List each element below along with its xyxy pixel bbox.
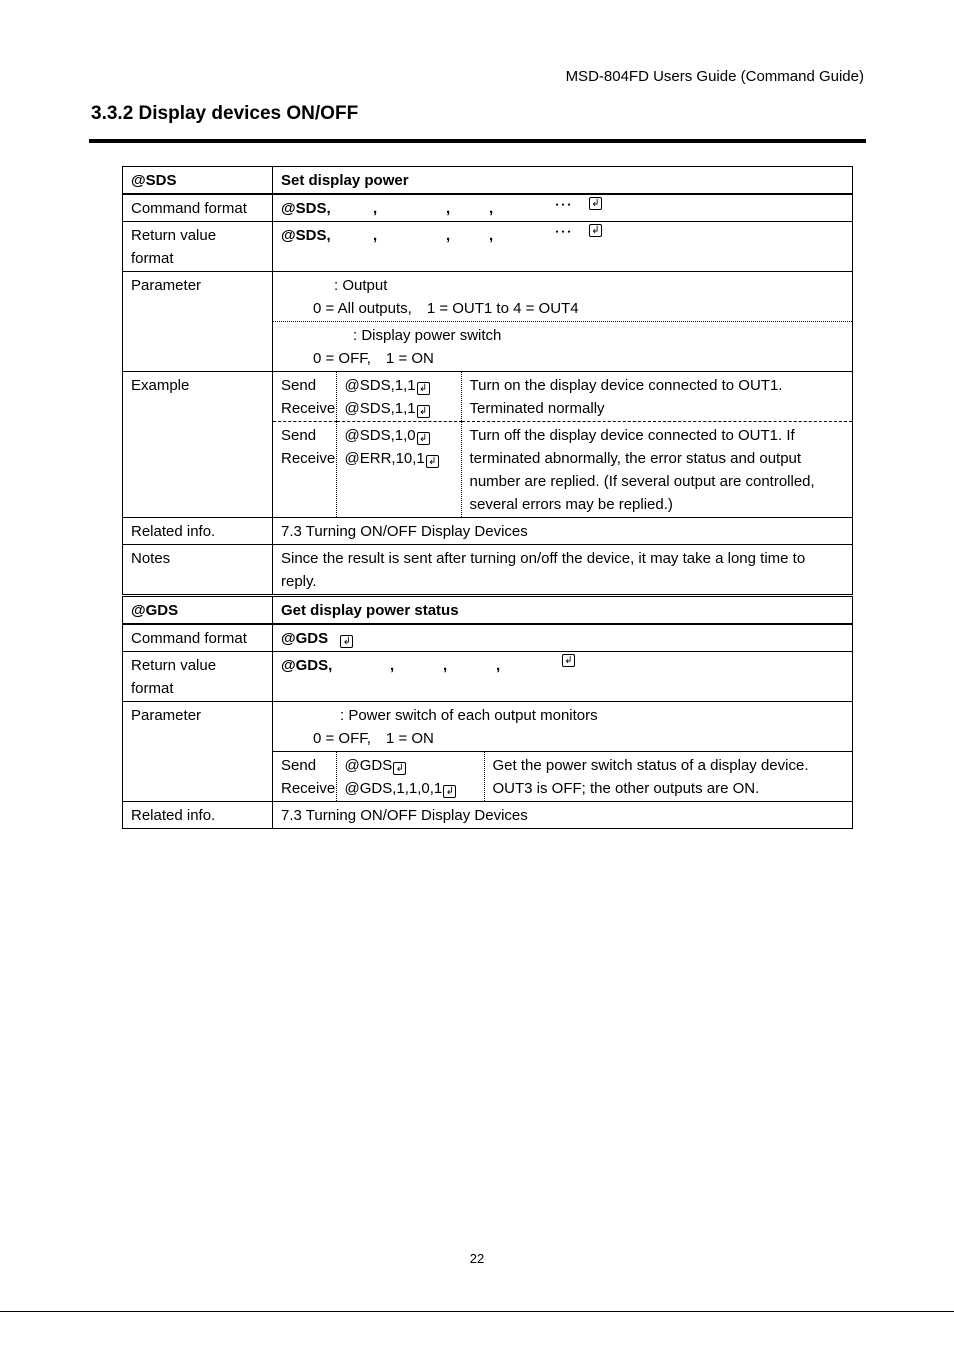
page-number: 22 — [469, 1251, 485, 1266]
sds-command-format — [281, 197, 844, 220]
footer-divider — [0, 1311, 954, 1312]
sds-return-format-row — [123, 222, 853, 272]
sds-example-group-1 — [273, 372, 852, 422]
sds-command-format-row — [123, 194, 853, 222]
sds-param-switch-desc: : Display power switch — [353, 327, 502, 344]
gds-return-comma: , — [443, 657, 448, 674]
sds-related-row — [123, 518, 853, 545]
sds-command-title: Set display power — [273, 167, 853, 195]
return-key-icon: ↲ — [340, 635, 353, 648]
sds-parameter-label: Parameter — [123, 272, 273, 372]
document-header-title: MSD-804FD Users Guide (Command Guide) — [565, 68, 864, 85]
gds-example-group — [273, 752, 852, 802]
gds-return-format-row — [123, 652, 853, 702]
sds-return-value-label-2: format — [131, 250, 174, 267]
sds-related-label: Related info. — [123, 518, 273, 545]
gds-param-desc: : Power switch of each output monitors — [340, 707, 598, 724]
receive-label: Receive — [281, 780, 336, 797]
return-key-icon: ↲ — [443, 785, 456, 798]
sds-return-ellipsis: ･･･ — [554, 225, 573, 239]
sds-format-comma: , — [446, 200, 451, 217]
sds-notes-label: Notes — [123, 545, 273, 595]
sds-related-value: 7.3 Turning ON/OFF Display Devices — [273, 518, 853, 545]
sds-return-format — [281, 224, 844, 247]
gds-return-prefix: @GDS, — [281, 657, 333, 674]
gds-param — [273, 702, 852, 751]
gds-example-table — [273, 751, 852, 801]
return-key-icon: ↲ — [417, 432, 430, 445]
sds-param-output — [273, 272, 852, 321]
gds-command-format-label: Command format — [123, 624, 273, 652]
return-key-icon: ↲ — [562, 654, 575, 667]
sds-return-comma: , — [489, 227, 494, 244]
gds-header-row — [123, 597, 853, 625]
receive-label: Receive — [281, 400, 336, 417]
sds-notes-value: Since the result is sent after turning on/off the device, it may take a long time to reply. — [273, 545, 853, 595]
send-label: Send — [281, 757, 317, 774]
gds-related-label: Related info. — [123, 802, 273, 829]
gds-return-comma: , — [496, 657, 501, 674]
sds-format-comma: , — [489, 200, 494, 217]
sds-parameter-row — [123, 272, 853, 372]
gds-return-value-label-2: format — [131, 680, 174, 697]
gds-parameter-row — [123, 702, 853, 802]
sds-example-table — [273, 372, 852, 517]
gds-return-comma: , — [390, 657, 395, 674]
sds-return-comma: , — [446, 227, 451, 244]
sds-example-send-cmd: @SDS,1,0 — [344, 427, 416, 444]
gds-return-format — [281, 654, 844, 677]
sds-example-send-cmd: @SDS,1,1 — [344, 377, 416, 394]
return-key-icon: ↲ — [417, 405, 430, 418]
sds-header-row — [123, 167, 853, 195]
return-key-icon: ↲ — [417, 382, 430, 395]
sds-return-comma: , — [373, 227, 378, 244]
gds-example-desc: Get the power switch status of a display device. — [492, 757, 809, 774]
gds-format-cmd: @GDS — [281, 630, 329, 647]
sds-return-value-label: Return value — [131, 227, 217, 244]
sds-command-name: @SDS — [123, 167, 273, 195]
sds-example-desc: Turn on the display device connected to OUT1. — [469, 377, 783, 394]
sds-format-comma: , — [373, 200, 378, 217]
gds-related-row — [123, 802, 853, 829]
gds-related-value: 7.3 Turning ON/OFF Display Devices — [273, 802, 853, 829]
return-key-icon: ↲ — [426, 455, 439, 468]
gds-command-title: Get display power status — [273, 597, 853, 625]
sds-param-output-values: 0 = All outputs, 1 = OUT1 to 4 = OUT4 — [313, 300, 579, 317]
gds-command-name: @GDS — [123, 597, 273, 625]
sds-example-desc: Terminated normally — [469, 400, 605, 417]
sds-command-format-label: Command format — [123, 194, 273, 222]
sds-command-table — [122, 166, 853, 595]
sds-example-receive-cmd: @SDS,1,1 — [344, 400, 416, 417]
send-label: Send — [281, 377, 317, 394]
send-label: Send — [281, 427, 317, 444]
sds-example-label: Example — [123, 372, 273, 518]
receive-label: Receive — [281, 450, 336, 467]
section-heading: 3.3.2 Display devices ON/OFF — [91, 103, 359, 124]
gds-example-receive-cmd: @GDS,1,1,0,1 — [344, 780, 443, 797]
sds-return-prefix: @SDS, — [281, 227, 331, 244]
sds-format-ellipsis: ･･･ — [554, 198, 573, 212]
gds-return-value-label: Return value — [131, 657, 217, 674]
gds-example-send-cmd: @GDS — [344, 757, 393, 774]
sds-notes-row — [123, 545, 853, 595]
sds-param-output-desc: : Output — [334, 277, 388, 294]
sds-example-group-2 — [273, 422, 852, 518]
gds-command-format-row — [123, 624, 853, 652]
return-key-icon: ↲ — [589, 197, 602, 210]
sds-param-switch — [273, 321, 852, 371]
gds-example-desc: OUT3 is OFF; the other outputs are ON. — [492, 780, 760, 797]
sds-param-switch-values: 0 = OFF, 1 = ON — [313, 350, 434, 367]
gds-parameter-label: Parameter — [123, 702, 273, 802]
return-key-icon: ↲ — [589, 224, 602, 237]
sds-format-prefix: @SDS, — [281, 200, 331, 217]
sds-example-error-desc: Turn off the display device connected to OUT1. If terminated abnormally, the error status and output number are replied. (If several output are controlled, several errors may be replied.) — [461, 422, 852, 518]
sds-example-receive-cmd: @ERR,10,1 — [344, 450, 425, 467]
return-key-icon: ↲ — [393, 762, 406, 775]
gds-command-table — [122, 596, 853, 829]
section-divider — [89, 139, 866, 143]
gds-param-values: 0 = OFF, 1 = ON — [313, 730, 434, 747]
sds-example-row — [123, 372, 853, 518]
